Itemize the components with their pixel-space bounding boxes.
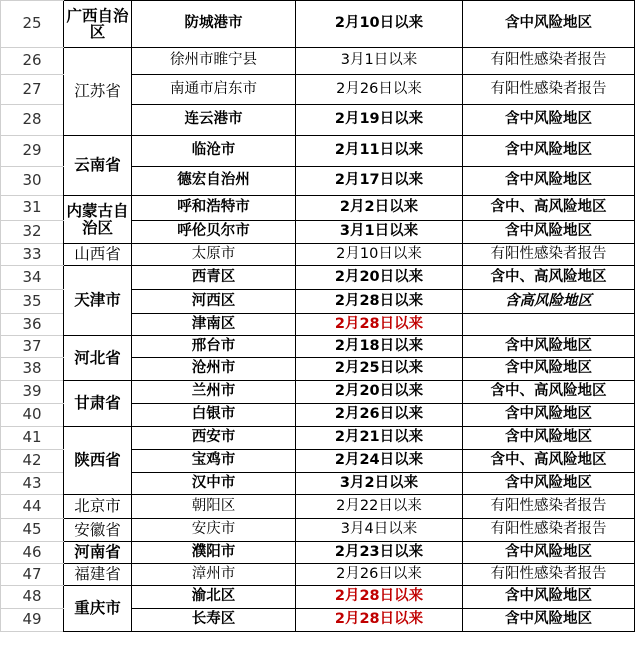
city-cell: 临沧市 [132, 136, 296, 167]
table-row [1, 336, 635, 358]
province-cell: 河南省 [64, 542, 132, 564]
risk-level-cell: 含中风险地区 [463, 473, 635, 495]
table-row [1, 495, 635, 519]
row-number: 40 [1, 404, 64, 427]
province-cell: 内蒙古自治区 [64, 196, 132, 244]
date-cell: 3月4日以来 [296, 519, 463, 542]
table-row [1, 244, 635, 266]
row-number: 26 [1, 48, 64, 75]
risk-level-cell: 有阳性感染者报告 [463, 519, 635, 542]
row-number: 36 [1, 314, 64, 336]
risk-level-cell: 含中风险地区 [463, 1, 635, 48]
date-cell: 2月11日以来 [296, 136, 463, 167]
table-row [1, 381, 635, 404]
city-cell: 沧州市 [132, 358, 296, 381]
risk-level-cell: 含中风险地区 [463, 404, 635, 427]
table-row [1, 136, 635, 167]
city-cell: 西安市 [132, 427, 296, 450]
date-cell: 2月18日以来 [296, 336, 463, 358]
city-cell: 连云港市 [132, 105, 296, 136]
row-number: 29 [1, 136, 64, 167]
table-row [1, 196, 635, 221]
city-cell: 津南区 [132, 314, 296, 336]
date-cell: 2月25日以来 [296, 358, 463, 381]
province-cell: 北京市 [64, 495, 132, 519]
date-cell: 3月2日以来 [296, 473, 463, 495]
risk-level-cell: 含中、高风险地区 [463, 196, 635, 221]
row-number: 44 [1, 495, 64, 519]
province-cell: 河北省 [64, 336, 132, 381]
city-cell: 邢台市 [132, 336, 296, 358]
date-cell: 3月1日以来 [296, 48, 463, 75]
province-cell: 安徽省 [64, 519, 132, 542]
risk-level-cell: 含中风险地区 [463, 609, 635, 632]
row-number: 34 [1, 266, 64, 290]
row-number: 46 [1, 542, 64, 564]
date-cell: 2月28日以来 [296, 314, 463, 336]
row-number: 31 [1, 196, 64, 221]
risk-level-cell: 含中风险地区 [463, 586, 635, 609]
date-cell: 2月2日以来 [296, 196, 463, 221]
table-row [1, 1, 635, 48]
date-cell: 2月20日以来 [296, 381, 463, 404]
risk-level-cell: 含中、高风险地区 [463, 450, 635, 473]
row-number: 49 [1, 609, 64, 632]
city-cell: 白银市 [132, 404, 296, 427]
row-number: 37 [1, 336, 64, 358]
province-cell: 江苏省 [64, 48, 132, 136]
city-cell: 宝鸡市 [132, 450, 296, 473]
province-cell: 重庆市 [64, 586, 132, 632]
date-cell: 2月28日以来 [296, 586, 463, 609]
table-row [1, 427, 635, 450]
date-cell: 2月21日以来 [296, 427, 463, 450]
city-cell: 西青区 [132, 266, 296, 290]
city-cell: 渝北区 [132, 586, 296, 609]
risk-level-cell: 有阳性感染者报告 [463, 495, 635, 519]
risk-level-cell: 有阳性感染者报告 [463, 75, 635, 105]
table-row [1, 564, 635, 586]
city-cell: 河西区 [132, 290, 296, 314]
table-row [1, 48, 635, 75]
row-number: 45 [1, 519, 64, 542]
row-number: 28 [1, 105, 64, 136]
row-number: 39 [1, 381, 64, 404]
risk-level-cell: 有阳性感染者报告 [463, 244, 635, 266]
row-number: 48 [1, 586, 64, 609]
table-row [1, 519, 635, 542]
row-number: 42 [1, 450, 64, 473]
province-cell: 山西省 [64, 244, 132, 266]
risk-level-cell: 有阳性感染者报告 [463, 48, 635, 75]
risk-level-cell: 含中风险地区 [463, 427, 635, 450]
date-cell: 2月10日以来 [296, 1, 463, 48]
city-cell: 太原市 [132, 244, 296, 266]
date-cell: 2月10日以来 [296, 244, 463, 266]
city-cell: 徐州市睢宁县 [132, 48, 296, 75]
risk-level-cell: 含中风险地区 [463, 358, 635, 381]
date-cell: 2月17日以来 [296, 167, 463, 196]
risk-level-cell: 含高风险地区 [463, 290, 635, 314]
city-cell: 兰州市 [132, 381, 296, 404]
city-cell: 朝阳区 [132, 495, 296, 519]
city-cell: 呼伦贝尔市 [132, 221, 296, 244]
risk-level-cell: 含中风险地区 [463, 336, 635, 358]
date-cell: 2月28日以来 [296, 609, 463, 632]
date-cell: 2月24日以来 [296, 450, 463, 473]
city-cell: 安庆市 [132, 519, 296, 542]
table-row [1, 542, 635, 564]
city-cell: 汉中市 [132, 473, 296, 495]
row-number: 30 [1, 167, 64, 196]
city-cell: 长寿区 [132, 609, 296, 632]
risk-level-cell: 含中、高风险地区 [463, 266, 635, 290]
row-number: 38 [1, 358, 64, 381]
date-cell: 2月28日以来 [296, 290, 463, 314]
risk-level-cell: 有阳性感染者报告 [463, 564, 635, 586]
risk-level-cell: 含中风险地区 [463, 542, 635, 564]
city-cell: 漳州市 [132, 564, 296, 586]
risk-level-cell: 含中风险地区 [463, 221, 635, 244]
date-cell: 3月1日以来 [296, 221, 463, 244]
date-cell: 2月20日以来 [296, 266, 463, 290]
province-cell: 福建省 [64, 564, 132, 586]
risk-level-cell [463, 314, 635, 336]
row-number: 35 [1, 290, 64, 314]
province-cell: 甘肃省 [64, 381, 132, 427]
province-cell: 云南省 [64, 136, 132, 196]
date-cell: 2月26日以来 [296, 564, 463, 586]
row-number: 25 [1, 1, 64, 48]
risk-level-cell: 含中风险地区 [463, 136, 635, 167]
risk-level-cell: 含中、高风险地区 [463, 381, 635, 404]
province-cell: 陕西省 [64, 427, 132, 495]
province-cell: 广西自治区 [64, 1, 132, 48]
date-cell: 2月26日以来 [296, 404, 463, 427]
table-row [1, 586, 635, 609]
date-cell: 2月26日以来 [296, 75, 463, 105]
date-cell: 2月22日以来 [296, 495, 463, 519]
city-cell: 濮阳市 [132, 542, 296, 564]
table-body [1, 1, 635, 632]
city-cell: 防城港市 [132, 1, 296, 48]
row-number: 32 [1, 221, 64, 244]
date-cell: 2月23日以来 [296, 542, 463, 564]
city-cell: 南通市启东市 [132, 75, 296, 105]
city-cell: 呼和浩特市 [132, 196, 296, 221]
table-row [1, 266, 635, 290]
date-cell: 2月19日以来 [296, 105, 463, 136]
risk-level-cell: 含中风险地区 [463, 167, 635, 196]
risk-level-cell: 含中风险地区 [463, 105, 635, 136]
row-number: 47 [1, 564, 64, 586]
row-number: 43 [1, 473, 64, 495]
city-cell: 德宏自治州 [132, 167, 296, 196]
row-number: 27 [1, 75, 64, 105]
row-number: 41 [1, 427, 64, 450]
row-number: 33 [1, 244, 64, 266]
province-cell: 天津市 [64, 266, 132, 336]
